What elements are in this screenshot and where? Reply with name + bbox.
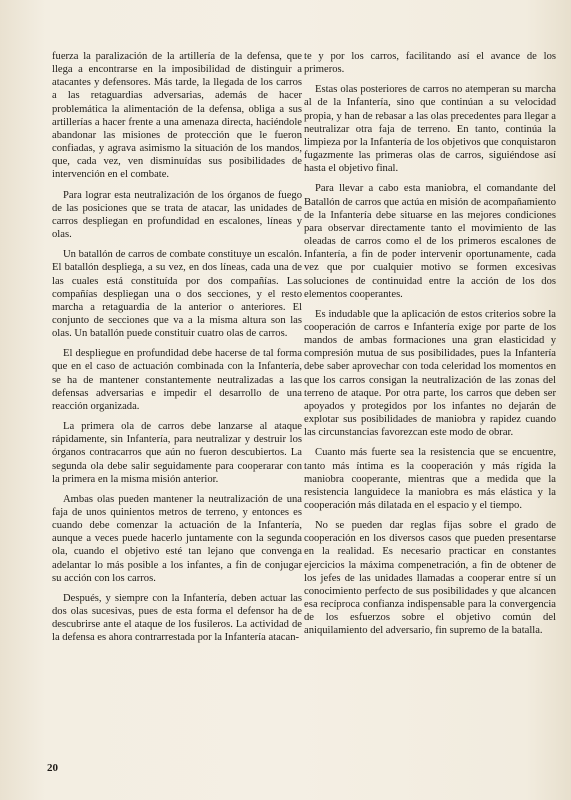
paragraph: No se pueden dar reglas fijas sobre el grado de cooperación en los diversos casos que pueden presentarse en la realidad. Es necesario practicar en constantes ejercicios la máxima compenetración, a fin de obtener de los jefes de las unidades llamadas a cooperar entre sí un conocimiento perfecto de sus posibilidades y que alcancen esa recíproca confianza indispensable para la convergencia de los esfuerzos sobre el objetivo común del aniquilamiento del adversario, fin supremo de la batalla. [304, 520, 556, 637]
paragraph: Ambas olas pueden mantener la neutralización de una faja de unos quinientos metros de terreno, y entonces es cuando debe comenzar la actuación de la Infantería, aunque a veces puede hacerlo juntamente con la segunda ola, cuando el objetivo esté tan lejano que convenga adelantar lo más posible a los infantes, a fin de conjugar su acción con los carros. [52, 493, 302, 584]
paragraph: El despliegue en profundidad debe hacerse de tal forma que en el caso de actuación combinada con la Infantería, se ha de mantener constantemente neutralizadas a las defensas adversarias e impedir el desarrollo de una reacción organizada. [52, 348, 302, 412]
paragraph: Cuanto más fuerte sea la resistencia que se encuentre, tanto más íntima es la cooperación y más rígida la maniobra cooperante, mientras que a medida que la resistencia languidece la maniobra es más elástica y la cooperación más dilatada en el espacio y el tiempo. [304, 447, 556, 511]
left-column [52, 50, 302, 652]
right-column [304, 50, 556, 645]
paragraph: La primera ola de carros debe lanzarse al ataque rápidamente, sin Infantería, para neutralizar y destruir los órganos contracarros que aún no fueron descubiertos. La segunda ola debe salir seguidamente para cooperarar con la primera en la misma misión anterior. [52, 421, 302, 485]
paragraph: fuerza la paralización de la artillería de la defensa, que llega a encontrarse en la imposibilidad de distinguir a atacantes y defensores. Más tarde, la llegada de los carros a las retaguardias adversarias, además de hacer problemática la alimentación de la defensa, obliga a sus artillerías a hacer frente a una amenaza directa, haciéndole abandonar las misiones de protección que le fueron confiadas, y agrava asimismo la situación de los mandos, que, cada vez, ven disminuídas sus posibilidades de intervención en el combate. [52, 51, 302, 181]
paragraph: Un batallón de carros de combate constituye un escalón. El batallón despliega, a su vez, en dos líneas, cada una de las cuales está constituída por dos compañías. Las compañías despliegan una o dos secciones, y el resto marcha a retaguardia de la anterior o anteriores. El conjunto de secciones que va a la misma altura son las olas. Un batallón puede constituir cuatro olas de carros. [52, 249, 302, 340]
paragraph: Estas olas posteriores de carros no atemperan su marcha al de la Infantería, sino que continúan a su velocidad propia, y han de rebasar a las olas precedentes para llegar a neutralizar otra faja de terreno. En tanto, continúa la limpieza por la Infantería de los objetivos que conquistaron fugazmente las primeras olas de carros, siguiéndose así hasta el objetivo final. [304, 84, 556, 175]
page-number: 20 [47, 762, 58, 774]
paragraph: Es indudable que la aplicación de estos criterios sobre la cooperación de carros e Infantería exige por parte de los mandos de ambas formaciones una gran elasticidad y compresión mutua de sus posibilidades, pues la Infantería debe saber aprovechar con toda celeridad los momentos en que los carros consigan la neutralización de las zonas del terreno de ataque. Por otra parte, los carros que deben ser apoyados y protegidos por los infantes no dejarán de explotar sus posibilidades de maniobra y rapidez cuando las circunstancias favorezcan este modo de obrar. [304, 308, 556, 439]
paragraph: Para llevar a cabo esta maniobra, el comandante del Batallón de carros que actúa en misión de acompañamiento de la Infantería debe situarse en las mejores condiciones para observar directamente tanto el movimiento de las oleadas de carros como el de los primeros escalones de Infantería, a fin de poder intervenir oportunamente, cada vez que por cualquier motivo se formen excesivas soluciones de continuidad entre la acción de los dos elementos cooperantes. [304, 183, 556, 300]
paragraph: Después, y siempre con la Infantería, deben actuar las dos olas sucesivas, pues de esta forma el defensor ha de descubrirse ante el ataque de los fusileros. La actividad de la defensa es ahora contrarrestada por la Infantería atacan- [52, 592, 302, 644]
paragraph: te y por los carros, facilitando así el avance de los primeros. [304, 51, 556, 76]
paragraph: Para lograr esta neutralización de los órganos de fuego de las posiciones que se trata de atacar, las unidades de carros despliegan en profundidad en escalones, líneas y olas. [52, 189, 302, 241]
